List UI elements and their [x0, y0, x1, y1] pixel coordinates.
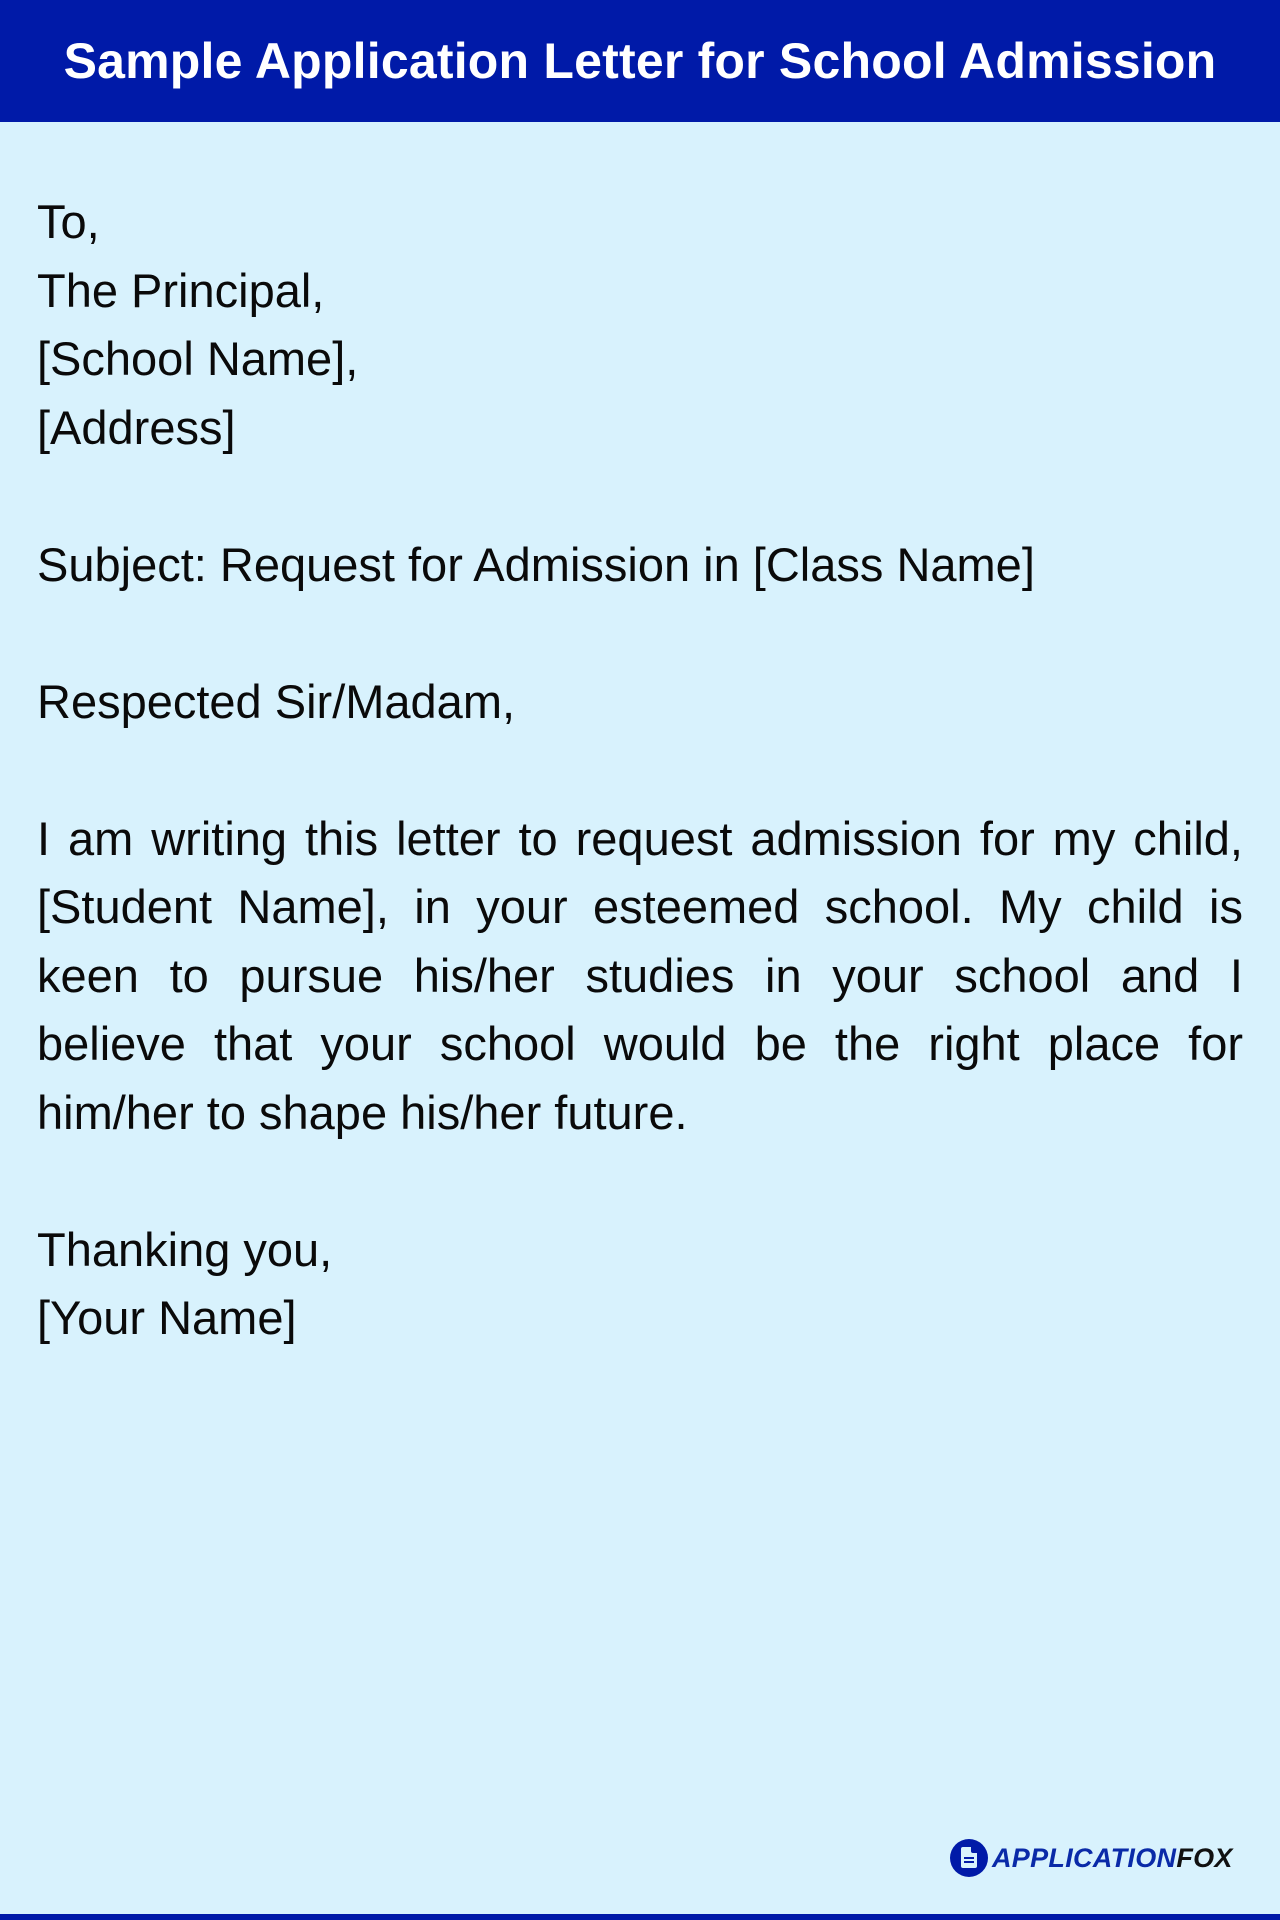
header-bar — [0, 0, 1280, 122]
address-line: The Principal, — [37, 263, 325, 317]
brand-name-part2: FOX — [1176, 1842, 1233, 1873]
signature: [Your Name] — [37, 1291, 297, 1344]
letter-content — [37, 188, 1243, 1353]
closing: Thanking you, — [37, 1222, 333, 1276]
brand-name — [992, 1843, 1233, 1874]
bottom-border — [0, 1914, 1280, 1920]
page-title: Sample Application Letter for School Admission — [63, 33, 1217, 89]
address-line: To, — [37, 195, 100, 248]
address-line: [Address] — [37, 400, 236, 454]
document-icon — [950, 1839, 988, 1877]
brand-logo — [950, 1838, 1233, 1878]
salutation: Respected Sir/Madam, — [37, 674, 516, 728]
subject-line: Subject: Request for Admission in [Class Name] — [37, 537, 1035, 591]
address-line: [School Name], — [37, 332, 359, 385]
recipient-address — [37, 188, 1243, 462]
brand-name-part1: APPLICATION — [992, 1842, 1177, 1873]
body-paragraph: I am writing this letter to request admission for my child, [Student Name], in your esteemed school. My child is keen to pursue his/her studies in your school and I believe that your school would be the right place for him/her to shape his/her future. — [37, 811, 1243, 1139]
